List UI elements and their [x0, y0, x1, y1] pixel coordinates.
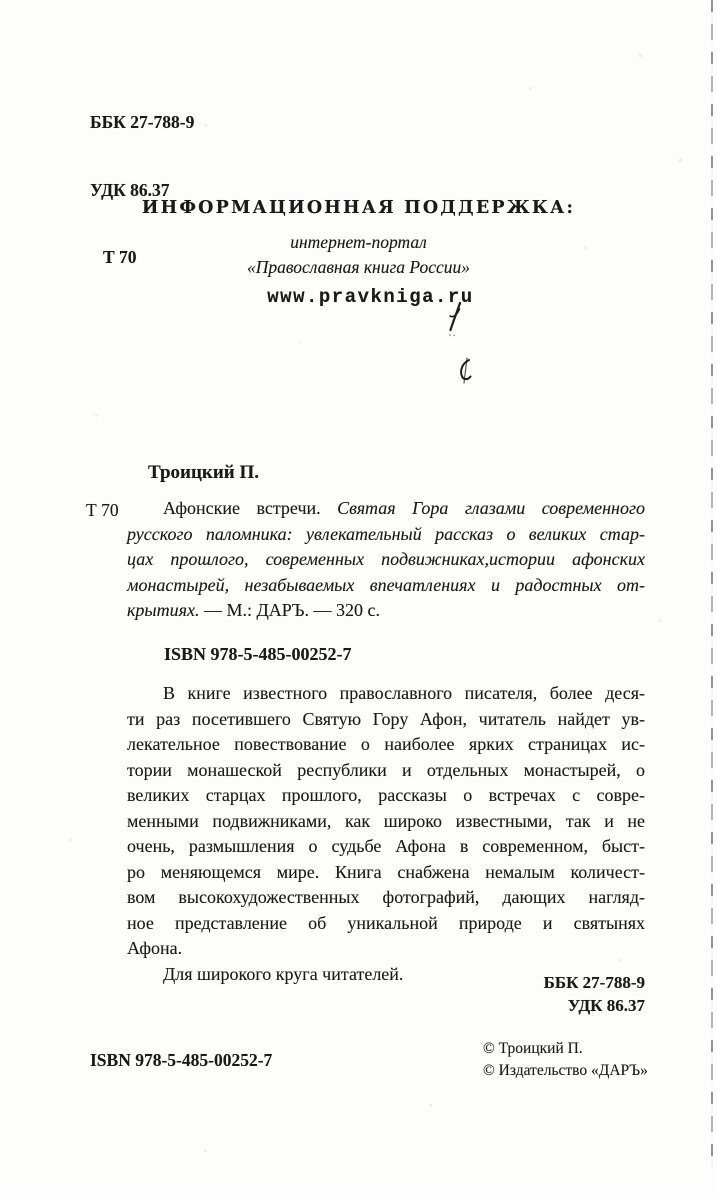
copyright-block — [483, 1038, 648, 1081]
information-support-block — [0, 197, 717, 308]
isbn-catalog: ISBN 978-5-485-00252-7 — [164, 644, 352, 664]
text-line: ти раз посетившего Святую Гору Афон, читатель найдет ув- — [127, 708, 645, 729]
udk-code-bottom: УДК 86.37 — [567, 996, 645, 1015]
author-sign-entry: Т 70 — [86, 500, 119, 520]
site-url: www.pravkniga.ru — [267, 286, 474, 308]
text-line: Для широкого круга читателей. — [163, 963, 404, 984]
text-line: тории монашеской республики и отдельных монастырей, о — [127, 759, 645, 780]
text-line: менными подвижниками, как широко известными, так и не — [127, 810, 645, 831]
isbn-bottom: ISBN 978-5-485-00252-7 — [90, 1050, 273, 1070]
text-line: Афона. — [127, 938, 183, 958]
text-line: лекательное повествование о наиболее ярких страницах ис- — [127, 734, 645, 754]
text-line: вом высокохудожественных фотографий, дающих нагляд- — [127, 887, 645, 907]
portal-label: интернет-портал — [290, 232, 427, 252]
portal-name: «Православная книга России» — [246, 257, 471, 277]
text-line: В книге известного православного писателя, более деся- — [163, 683, 645, 703]
catalog-entry-text — [127, 496, 645, 624]
copyright-publisher: © Издательство «ДАРЪ» — [483, 1061, 648, 1079]
text-line: ро меняющемся мире. Книга снабжена немалым количест- — [127, 861, 645, 882]
text-line: цах прошлого, современных подвижниках,истории афонских — [127, 549, 645, 569]
text-line: Афонские встречи. Святая Гора глазами современного — [163, 498, 645, 518]
text-line: крытиях. — М.: ДАРЪ. — 320 с. — [127, 600, 380, 620]
bbk-code-bottom: ББК 27-788-9 — [543, 973, 645, 992]
ink-mark-icon — [444, 301, 466, 337]
classification-codes-bottom — [544, 971, 645, 1017]
text-line: очень, размышления о судьбе Афона в современном, быст- — [127, 836, 645, 856]
bbk-code-top: ББК 27-788-9 — [90, 112, 195, 132]
text-line: монастырей, незабываемых впечатлениях и радостных от- — [127, 574, 645, 595]
catalog-author: Троицкий П. — [148, 462, 260, 483]
text-line: ное представление об уникальной природе и святынях — [127, 912, 645, 933]
support-heading: ИНФОРМАЦИОННАЯ ПОДДЕРЖКА: — [141, 198, 576, 218]
ink-mark-icon — [456, 357, 476, 387]
copyright-author: © Троицкий П. — [483, 1040, 583, 1057]
text-line: русского паломника: увлекательный рассказ о великих стар- — [127, 523, 645, 544]
paper-speckles — [0, 0, 1, 1]
udk-code-top: УДК 86.37 — [90, 179, 170, 200]
author-sign-top: Т 70 — [103, 247, 137, 267]
annotation-text — [127, 681, 645, 987]
scan-edge-line — [711, 0, 713, 1168]
text-line: великих старцах прошлого, рассказы о встречах с совре- — [127, 785, 645, 805]
